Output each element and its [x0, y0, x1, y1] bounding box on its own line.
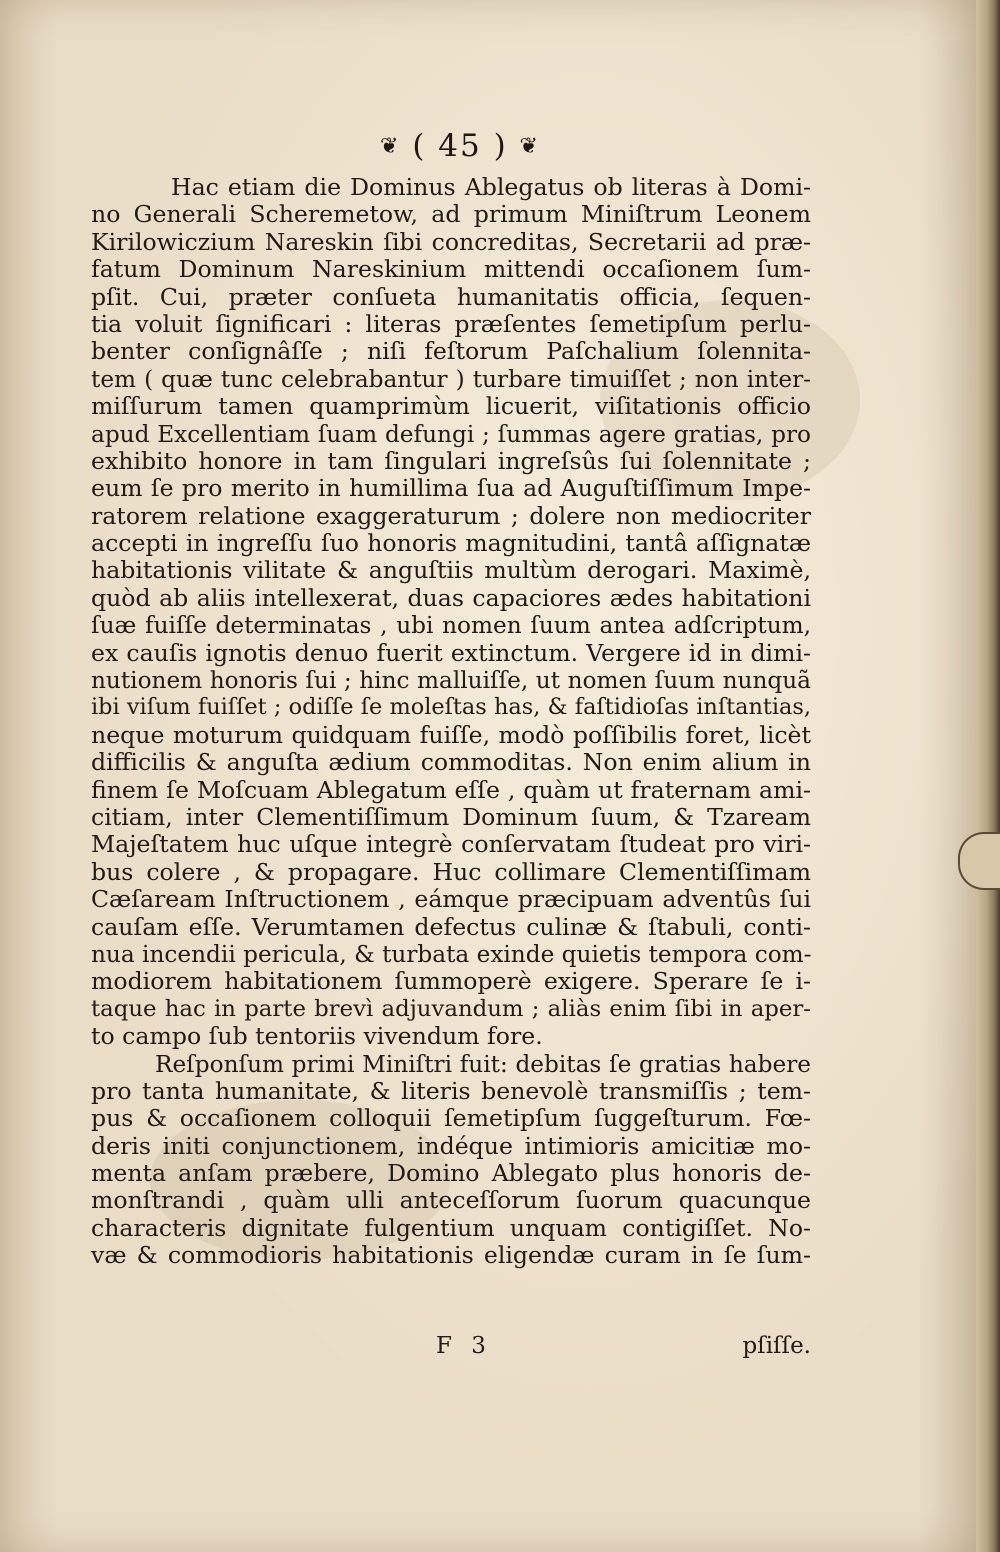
catchword: pſiſſe. — [742, 1333, 811, 1359]
text-line: cauſam eſſe. Verumtamen defectus culinæ & ſtabuli, conti- — [91, 912, 811, 941]
text-line: finem ſe Moſcuam Ablegatum eſſe , quàm ut fraternam ami- — [91, 775, 811, 804]
text-line: Reſponſum primi Miniſtri fuit: debitas ſe gratias habere — [155, 1050, 811, 1078]
text-line: pſit. Cui, præter conſueta humanitatis officia, ſequen- — [91, 282, 811, 311]
signature-mark: F 3 — [436, 1333, 492, 1359]
text-line: accepti in ingreſſu ſuo honoris magnitudini, tantâ aſſignatæ — [91, 529, 811, 558]
text-line: Kirilowiczium Nareskin ſibi concreditas, Secretarii ad præ- — [91, 227, 811, 256]
text-line: miſſurum tamen quamprimùm licuerit, viſitationis officio — [91, 392, 811, 421]
page-number: 45 — [438, 128, 482, 164]
text-line: tia voluit ſignificari : literas præſentes ſemetipſum perlu- — [91, 309, 811, 338]
text-line: no Generali Scheremetow, ad primum Miniſtrum Leonem — [91, 200, 811, 229]
text-line: tem ( quæ tunc celebrabantur ) turbare timuiſſet ; non inter- — [91, 365, 811, 393]
text-line: eum ſe pro merito in humillima ſua ad Auguſtiſſimum Impe- — [91, 474, 811, 503]
text-line: to campo ſub tentoriis vivendum fore. — [91, 1022, 543, 1051]
text-line: Cæſaream Inſtructionem , eámque præcipuam adventûs ſui — [91, 885, 811, 914]
text-line: monſtrandi , quàm ulli anteceſſorum ſuorum quacunque — [91, 1186, 811, 1215]
page-edge — [976, 0, 1000, 1552]
text-line: taque hac in parte brevì adjuvandum ; aliàs enim ſibi in aper- — [91, 995, 811, 1022]
text-line: fatum Dominum Nareskinium mittendi occaſionem ſum- — [91, 255, 811, 284]
text-line: exhibito honore in tam ſingulari ingreſsûs ſui ſolennitate ; — [91, 446, 811, 475]
text-line: menta anſam præbere, Domino Ablegato plus honoris de- — [91, 1159, 811, 1188]
text-line: pro tanta humanitate, & literis benevolè transmiſſis ; tem- — [91, 1076, 811, 1105]
left-ornament-icon: ❦ — [380, 134, 401, 159]
text-line: habitationis vilitate & anguſtiis multùm derogari. Maximè, — [91, 556, 811, 585]
text-line: nutionem honoris ſui ; hinc malluiſſe, ut nomen ſuum nunquã — [91, 667, 811, 695]
text-line: ſuæ fuiſſe determinatas , ubi nomen ſuum antea adſcriptum, — [91, 612, 811, 640]
text-line: benter conſignâſſe ; niſi feſtorum Paſchalium ſolennita- — [91, 337, 811, 366]
page-header: ❦ ( 45 ) ❦ — [380, 128, 540, 164]
text-line: difficilis & anguſta ædium commoditas. Non enim alium in — [91, 748, 811, 777]
text-line: ratorem relatione exaggeraturum ; dolere non mediocriter — [91, 501, 811, 530]
text-line: citiam, inter Clementiſſimum Dominum ſuum, & Tzaream — [91, 802, 811, 831]
text-line: pus & occaſionem colloquii ſemetipſum ſuggeſturum. Fœ- — [91, 1104, 811, 1133]
page-footer — [91, 1333, 811, 1363]
text-line: bus colere , & propagare. Huc collimare Clementiſſimam — [91, 857, 811, 886]
text-line: Hac etiam die Dominus Ablegatus ob literas à Domi- — [171, 173, 811, 201]
text-line: deris initi conjunctionem, indéque intimioris amicitiæ mo- — [91, 1131, 811, 1160]
text-line: ibi viſum fuiſſet ; odiſſe ſe moleſtas has, & faſtidioſas inſtantias, — [91, 694, 811, 721]
page-tab-notch — [958, 832, 1000, 890]
text-line: neque moturum quidquam fuiſſe, modò poſſibilis foret, licèt — [91, 720, 811, 749]
text-line: nua incendii pericula, & turbata exinde quietis tempora com- — [91, 940, 812, 968]
body-text — [91, 174, 811, 1270]
text-line: Majeſtatem huc uſque integrè conſervatam ſtudeat pro viri- — [91, 830, 811, 859]
text-line: quòd ab aliis intellexerat, duas capaciores ædes habitationi — [91, 583, 811, 612]
right-ornament-icon: ❦ — [519, 134, 540, 159]
text-line: characteris dignitate fulgentium unquam contigiſſet. No- — [91, 1213, 811, 1242]
text-line: væ & commodioris habitationis eligendæ curam in ſe ſum- — [91, 1241, 811, 1270]
text-line: modiorem habitationem ſummoperè exigere. Sperare ſe i- — [91, 967, 811, 996]
text-line: ex cauſis ignotis denuo fuerit extinctum. Vergere id in dimi- — [91, 638, 811, 667]
text-line: apud Excellentiam ſuam defungi ; ſummas agere gratias, pro — [91, 420, 811, 448]
